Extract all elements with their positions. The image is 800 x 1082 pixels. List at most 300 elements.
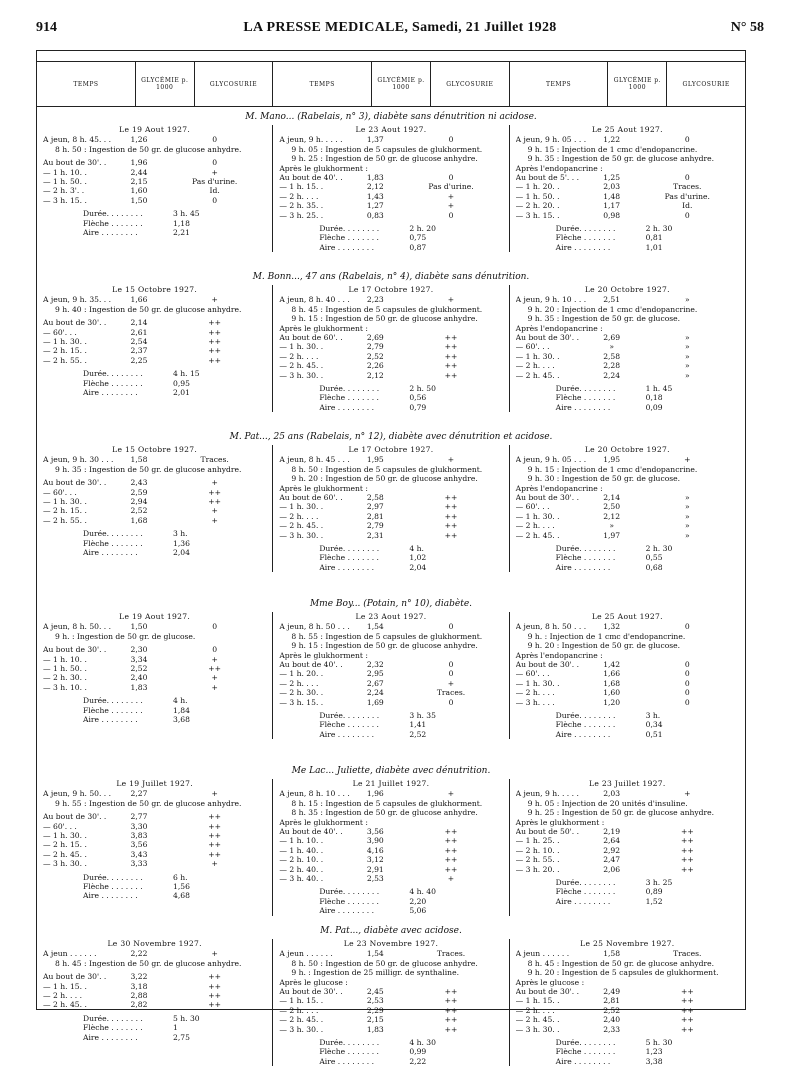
- experiment-date: Le 20 Octobre 1927.: [584, 445, 670, 454]
- summary-value: 0,51: [645, 729, 663, 739]
- time-cell: — 1 h. 50. .: [43, 177, 87, 187]
- glycosuria-cell: »: [684, 493, 690, 503]
- time-cell: — 2 h. 45. .: [43, 1000, 87, 1010]
- experiment-date: Le 17 Octobre 1927.: [348, 445, 434, 454]
- measurement-row: [43, 664, 266, 673]
- summary-label: Durée. . . . . . . .: [555, 878, 616, 888]
- experiment-columns: [37, 445, 745, 572]
- measurement-row: [516, 855, 739, 864]
- ingestion-note: 9 h. 20 : Ingestion de 50 gr. de glucose anhydre.: [291, 474, 478, 484]
- glycemia-cell: 0,83: [366, 210, 384, 220]
- after-label: Après le glukhorment :: [515, 817, 605, 827]
- measurement-row: [43, 645, 266, 654]
- patient-title: Me Lac... Juliette, diabète avec dénutrition.: [291, 766, 491, 776]
- time-cell: — 1 h. 20. .: [279, 669, 324, 679]
- glycosuria-cell: +: [447, 455, 455, 465]
- experiment-column: [509, 445, 745, 572]
- glycosuria-cell: ++: [680, 864, 694, 874]
- header-glycosurie: GLYCOSURIE: [209, 80, 258, 88]
- experiment-column: [509, 939, 745, 1066]
- time-cell: — 2 h. . . .: [279, 351, 319, 361]
- measurement-row: [516, 333, 739, 342]
- patient-title: Mme Boy... (Potain, n° 10), diabète.: [309, 599, 473, 609]
- measurement-row: [43, 655, 266, 664]
- time-cell: — 3 h. 30. .: [279, 530, 324, 540]
- fasting-row: [279, 622, 502, 631]
- summary-label: Aire . . . . . . . .: [83, 548, 138, 558]
- summary-label: Durée. . . . . . . .: [83, 529, 143, 539]
- time-cell: — 2 h. 55. .: [515, 855, 560, 865]
- summary-value: 3 h.: [173, 529, 188, 539]
- glycemia-cell: 2,52: [366, 351, 384, 361]
- glycosuria-cell: 0: [684, 660, 690, 670]
- time-cell: — 1 h. 10. .: [43, 167, 87, 177]
- ingestion-note: 9 h. 35 : Ingestion de 50 gr. de glucose.: [527, 314, 681, 324]
- measurement-row: [43, 859, 266, 868]
- summary-row: [43, 548, 266, 557]
- glycosuria-cell: +: [684, 789, 691, 799]
- glycosuria-cell: ++: [444, 351, 458, 361]
- time-cell: — 3 h. 20. .: [515, 864, 560, 874]
- summary-label: Durée. . . . . . . .: [83, 696, 143, 706]
- summary-row: [516, 1057, 739, 1066]
- summary-label: Aire . . . . . . . .: [555, 402, 611, 412]
- glycosuria-cell: ++: [680, 855, 694, 865]
- glycemia-cell: 2,33: [603, 1024, 621, 1034]
- time-cell: A jeun, 9 h. 05 . . .: [515, 455, 587, 465]
- measurement-row: [516, 1015, 739, 1024]
- summary-value: 0,34: [645, 720, 663, 730]
- summary-label: Durée. . . . . . . .: [319, 224, 380, 234]
- time-cell: A jeun, 8 h. 45. . .: [43, 135, 112, 145]
- glycemia-cell: 2,14: [130, 318, 148, 328]
- time-cell: — 2 h. 55. .: [43, 355, 87, 365]
- glycemia-cell: 1,37: [366, 135, 384, 145]
- glycemia-cell: 1,60: [603, 688, 621, 698]
- summary-row: [279, 887, 502, 896]
- glycemia-cell: 1,66: [130, 295, 148, 305]
- time-cell: — 2 h. 45. .: [279, 521, 324, 531]
- fasting-row: [516, 295, 739, 304]
- measurement-row: [43, 1000, 266, 1009]
- summary-value: 1,36: [173, 538, 190, 548]
- glycemia-cell: 1,48: [603, 191, 621, 201]
- glycemia-cell: 2,58: [603, 351, 621, 361]
- glycemia-cell: 2,06: [603, 864, 621, 874]
- glycosuria-cell: ++: [444, 493, 458, 503]
- experiment-column: [272, 779, 508, 916]
- time-cell: — 2 h. . . .: [279, 191, 319, 201]
- glycemia-cell: 1,97: [603, 530, 621, 540]
- summary-row: [43, 209, 266, 218]
- measurement-row: [279, 688, 502, 697]
- summary-value: 0,68: [645, 562, 663, 572]
- summary-row: [516, 403, 739, 412]
- glycemia-cell: 2,14: [603, 493, 621, 503]
- summary-label: Durée. . . . . . . .: [319, 384, 380, 394]
- glycosuria-cell: ++: [208, 1000, 222, 1010]
- experiment-date: Le 20 Octobre 1927.: [584, 285, 670, 294]
- summary-value: 0,95: [173, 378, 190, 388]
- summary-value: 0,89: [645, 887, 663, 897]
- glycemia-cell: 2,81: [366, 511, 384, 521]
- summary-value: 3 h. 25: [645, 878, 673, 888]
- measurement-row: [516, 342, 739, 351]
- fasting-row: [43, 949, 266, 958]
- summary-label: Aire . . . . . . . .: [319, 402, 374, 412]
- summary-label: Aire . . . . . . . .: [555, 1056, 611, 1066]
- measurement-row: [279, 493, 502, 502]
- data-table: [36, 50, 746, 1066]
- time-cell: — 2 h. 15. .: [43, 506, 87, 516]
- summary-row: [279, 730, 502, 739]
- glycosuria-cell: ++: [208, 327, 222, 337]
- glycemia-cell: 1,60: [130, 186, 148, 196]
- glycemia-cell: 2,40: [130, 673, 148, 683]
- after-label: Après l'endopancrine :: [515, 163, 603, 173]
- time-cell: — 1 h. 25. .: [515, 836, 560, 846]
- experiment-column: [37, 125, 272, 252]
- glycosuria-cell: ++: [208, 849, 222, 859]
- glycosuria-cell: »: [684, 361, 690, 371]
- after-label: Après le glukhorment :: [279, 817, 368, 827]
- summary-row: [43, 388, 266, 397]
- summary-value: 2,21: [173, 228, 190, 238]
- measurement-row: [279, 1006, 502, 1015]
- summary-label: Aire . . . . . . . .: [83, 891, 138, 901]
- time-cell: Au bout de 30'. .: [43, 158, 107, 168]
- glycemia-cell: 2,64: [603, 836, 621, 846]
- summary-row: [43, 882, 266, 891]
- summary-row: [516, 730, 739, 739]
- summary-label: Aire . . . . . . . .: [319, 906, 374, 916]
- ingestion-note: 9 h. 55 : Ingestion de 50 gr. de glucose anhydre.: [55, 798, 242, 808]
- summary-row: [279, 563, 502, 572]
- summary-row: [43, 539, 266, 548]
- experiment-column: [37, 445, 272, 572]
- measurement-row: [279, 352, 502, 361]
- glycosuria-cell: ++: [208, 981, 222, 991]
- glycemia-cell: 1,58: [603, 949, 621, 959]
- summary-label: Flèche . . . . . . .: [555, 233, 616, 243]
- header-temps: TEMPS: [37, 62, 136, 106]
- ingestion-note: 8 h. 35 : Ingestion de 50 gr. de glucose anhydre.: [291, 808, 478, 818]
- glycosuria-cell: Id.: [682, 201, 693, 211]
- glycemia-cell: 2,88: [130, 991, 148, 1001]
- patient-title: M. Pat..., diabète avec acidose.: [320, 926, 462, 936]
- glycemia-cell: 2,67: [366, 678, 384, 688]
- after-label: Après le glucose :: [279, 977, 348, 987]
- experiment-date: Le 23 Juillet 1927.: [588, 779, 666, 788]
- measurement-row: [279, 865, 502, 874]
- experiment-date: Le 19 Aout 1927.: [119, 125, 191, 134]
- experiment-date: Le 23 Aout 1927.: [355, 612, 427, 621]
- time-cell: — 1 h. 30. .: [43, 497, 87, 507]
- glycemia-cell: 2,12: [366, 370, 384, 380]
- glycemia-cell: 1,58: [130, 455, 148, 465]
- time-cell: — 3 h. 15. .: [279, 697, 324, 707]
- summary-label: Aire . . . . . . . .: [555, 562, 611, 572]
- measurement-row: [516, 865, 739, 874]
- glycosuria-cell: +: [211, 682, 218, 692]
- measurement-row: [279, 698, 502, 707]
- summary-row: [279, 224, 502, 233]
- time-cell: A jeun, 9 h. 10 . . .: [515, 295, 587, 305]
- glycemia-cell: 1,17: [603, 201, 621, 211]
- time-cell: Au bout de 30'. .: [43, 812, 107, 822]
- time-cell: — 3 h. 30. .: [43, 859, 87, 869]
- summary-label: Flèche . . . . . . .: [83, 218, 143, 228]
- summary-label: Durée. . . . . . . .: [83, 1013, 143, 1023]
- time-cell: A jeun, 9 h. . . . .: [515, 789, 579, 799]
- glycosuria-cell: ++: [444, 1024, 458, 1034]
- summary-value: 3 h. 35: [409, 711, 436, 721]
- time-cell: — 2 h. . . .: [279, 511, 319, 521]
- glycemia-cell: 1,95: [366, 455, 384, 465]
- summary-row: [516, 553, 739, 562]
- time-cell: — 2 h. 10. .: [515, 845, 560, 855]
- time-cell: — 2 h. 45. .: [279, 361, 324, 371]
- time-cell: — 1 h. 10. .: [279, 836, 324, 846]
- summary-row: [43, 715, 266, 724]
- summary-label: Aire . . . . . . . .: [83, 388, 138, 398]
- measurement-row: [279, 521, 502, 530]
- measurement-row: [43, 850, 266, 859]
- summary-label: Aire . . . . . . . .: [319, 562, 374, 572]
- fasting-row: [516, 789, 739, 798]
- measurement-row: [43, 673, 266, 682]
- measurement-row: [43, 186, 266, 195]
- glycemia-cell: 2,61: [130, 327, 148, 337]
- glycosuria-cell: »: [684, 521, 690, 531]
- time-cell: Au bout de 30'. .: [43, 318, 107, 328]
- ingestion-note: 9 h. 05 : Ingestion de 5 capsules de glukhorment.: [291, 144, 483, 154]
- glycemia-cell: 2,43: [130, 478, 148, 488]
- glycosuria-cell: ++: [208, 664, 222, 674]
- glycemia-cell: 2,79: [366, 342, 384, 352]
- glycosuria-cell: ++: [444, 342, 458, 352]
- glycosuria-cell: 0: [684, 669, 690, 679]
- glycosuria-cell: +: [211, 949, 218, 959]
- measurement-row: [43, 506, 266, 515]
- measurement-row: [43, 177, 266, 186]
- time-cell: — 2 h. 45. .: [515, 530, 560, 540]
- measurement-row: [279, 342, 502, 351]
- glycosuria-cell: Traces.: [436, 688, 466, 698]
- measurement-row: [516, 512, 739, 521]
- time-cell: Au bout de 30'. .: [515, 987, 579, 997]
- glycemia-cell: 3,22: [130, 972, 148, 982]
- glycemia-cell: 1,43: [366, 191, 384, 201]
- summary-label: Flèche . . . . . . .: [83, 882, 143, 892]
- after-label: Après l'endopancrine :: [515, 483, 603, 493]
- time-cell: — 60'. . .: [43, 487, 77, 497]
- time-cell: Au bout de 5'. . .: [515, 173, 579, 183]
- experiment-column: [272, 612, 508, 739]
- summary-row: [279, 233, 502, 242]
- glycemia-cell: 2,28: [603, 361, 621, 371]
- glycosuria-cell: +: [211, 167, 218, 177]
- glycosuria-cell: ++: [444, 836, 458, 846]
- glycemia-cell: 1,83: [130, 682, 148, 692]
- measurement-row: [516, 493, 739, 502]
- time-cell: — 60'. . .: [43, 821, 77, 831]
- measurement-row: [43, 831, 266, 840]
- glycosuria-cell: ++: [444, 521, 458, 531]
- glycemia-cell: 2,32: [366, 660, 384, 670]
- ingestion-note: 8 h. 50 : Ingestion de 50 gr. de glucose anhydre.: [291, 958, 478, 968]
- summary-value: 2,20: [409, 896, 427, 906]
- fasting-row: [43, 622, 266, 631]
- glycosuria-cell: ++: [208, 355, 222, 365]
- time-cell: — 2 h. 3'. .: [43, 186, 85, 196]
- glycemia-cell: 3,30: [130, 821, 148, 831]
- measurement-row: [516, 827, 739, 836]
- glycosuria-cell: +: [211, 673, 218, 683]
- summary-row: [279, 1057, 502, 1066]
- measurement-row: [43, 497, 266, 506]
- summary-value: 2,04: [173, 548, 190, 558]
- glycosuria-cell: +: [447, 874, 455, 884]
- glycemia-cell: 2,24: [366, 688, 384, 698]
- glycemia-cell: 2,81: [603, 996, 621, 1006]
- glycemia-cell: 2,50: [603, 502, 621, 512]
- fasting-row: [279, 135, 502, 144]
- summary-label: Flèche . . . . . . .: [319, 720, 379, 730]
- measurement-row: [43, 478, 266, 487]
- glycosuria-cell: +: [447, 201, 455, 211]
- measurement-row: [279, 827, 502, 836]
- glycemia-cell: 4,16: [366, 845, 384, 855]
- experiment-column: [509, 285, 745, 412]
- ingestion-note: 8 h. 55 : Ingestion de 5 capsules de glukhorment.: [291, 631, 483, 641]
- time-cell: — 1 h. 15. .: [279, 996, 324, 1006]
- glycemia-cell: 2,59: [130, 487, 148, 497]
- summary-row: [516, 887, 739, 896]
- time-cell: A jeun, 8 h. 40 . . .: [279, 295, 350, 305]
- summary-value: 0,75: [409, 233, 427, 243]
- measurement-row: [43, 168, 266, 177]
- after-label: Après le glukhorment :: [279, 483, 368, 493]
- glycosuria-cell: »: [684, 351, 690, 361]
- glycosuria-cell: 0: [448, 622, 454, 632]
- glycemia-cell: 2,45: [366, 987, 384, 997]
- time-cell: A jeun, 9 h. 50. . .: [43, 789, 112, 799]
- time-cell: — 2 h. 15. .: [43, 346, 87, 356]
- experiment-columns: [37, 285, 745, 412]
- glycosuria-cell: +: [211, 859, 218, 869]
- glycosuria-cell: +: [211, 295, 218, 305]
- time-cell: — 2 h. 30. .: [279, 688, 324, 698]
- glycosuria-cell: ++: [208, 991, 222, 1001]
- time-cell: — 2 h. . . .: [515, 688, 555, 698]
- measurement-row: [516, 698, 739, 707]
- glycosuria-cell: +: [211, 654, 218, 664]
- glycemia-cell: 2,94: [130, 497, 148, 507]
- after-label: Après le glucose :: [515, 977, 585, 987]
- summary-row: [279, 720, 502, 729]
- glycosuria-cell: 0: [212, 195, 218, 205]
- glycosuria-cell: ++: [444, 864, 458, 874]
- time-cell: — 3 h. 15. .: [43, 195, 87, 205]
- time-cell: — 1 h. 30. .: [43, 337, 87, 347]
- summary-row: [516, 563, 739, 572]
- glycosuria-cell: ++: [208, 318, 222, 328]
- summary-row: [43, 1014, 266, 1023]
- summary-label: Durée. . . . . . . .: [83, 872, 143, 882]
- summary-row: [516, 233, 739, 242]
- header-glycosurie: GLYCOSURIE: [446, 80, 494, 88]
- glycemia-cell: 2,37: [130, 346, 148, 356]
- measurement-row: [516, 688, 739, 697]
- glycosuria-cell: ++: [680, 845, 694, 855]
- glycosuria-cell: 0: [684, 678, 690, 688]
- journal-title: LA PRESSE MEDICALE, Samedi, 21 Juillet 1928: [243, 20, 557, 35]
- summary-label: Aire . . . . . . . .: [83, 228, 138, 238]
- measurement-row: [279, 996, 502, 1005]
- fasting-row: [279, 949, 502, 958]
- experiment-column: [272, 939, 508, 1066]
- summary-value: 6 h.: [173, 872, 188, 882]
- summary-row: [279, 711, 502, 720]
- glycemia-cell: 2,29: [366, 1005, 384, 1015]
- glycosuria-cell: ++: [208, 972, 222, 982]
- summary-label: Aire . . . . . . . .: [319, 729, 374, 739]
- glycosuria-cell: Pas d'urine.: [192, 177, 238, 187]
- summary-value: 5,06: [409, 906, 427, 916]
- experiment-column: [509, 612, 745, 739]
- summary-value: 4,68: [173, 891, 190, 901]
- glycosuria-cell: 0: [684, 210, 690, 220]
- measurement-row: [279, 211, 502, 220]
- measurement-row: [279, 512, 502, 521]
- glycemia-cell: 2,52: [603, 1005, 621, 1015]
- experiment-column: [272, 285, 508, 412]
- measurement-row: [43, 516, 266, 525]
- glycemia-cell: 2,77: [130, 812, 148, 822]
- glycemia-cell: 3,18: [130, 981, 148, 991]
- fasting-row: [279, 455, 502, 464]
- summary-row: [279, 393, 502, 402]
- time-cell: Au bout de 60'. .: [279, 493, 343, 503]
- glycemia-cell: 2,31: [366, 530, 384, 540]
- measurement-row: [279, 531, 502, 540]
- measurement-row: [279, 1015, 502, 1024]
- measurement-row: [43, 812, 266, 821]
- glycemia-cell: 2,53: [366, 996, 384, 1006]
- summary-value: 1,18: [173, 218, 190, 228]
- summary-label: Flèche . . . . . . .: [555, 1047, 616, 1057]
- time-cell: Au bout de 30'. .: [515, 333, 579, 343]
- time-cell: — 60'. . .: [515, 502, 550, 512]
- glycemia-cell: 2,95: [366, 669, 384, 679]
- measurement-row: [516, 201, 739, 210]
- ingestion-note: 9 h. 25 : Ingestion de 50 gr. de glucose anhydre.: [527, 808, 715, 818]
- time-cell: A jeun, 9 h. 30 . . .: [43, 455, 114, 465]
- measurement-row: [279, 874, 502, 883]
- glycemia-cell: 2,49: [603, 987, 621, 997]
- measurement-row: [279, 855, 502, 864]
- glycemia-cell: 1,20: [603, 697, 621, 707]
- measurement-row: [279, 173, 502, 182]
- patient-section: [37, 763, 745, 916]
- ingestion-note: 9 h. 15 : Injection de 1 cmc d'endopancrine.: [527, 144, 698, 154]
- time-cell: — 1 h. 15. .: [515, 996, 560, 1006]
- time-cell: — 2 h. 20. .: [515, 201, 560, 211]
- glycosuria-cell: +: [447, 678, 455, 688]
- measurement-row: [516, 182, 739, 191]
- glycemia-cell: 3,12: [366, 855, 384, 865]
